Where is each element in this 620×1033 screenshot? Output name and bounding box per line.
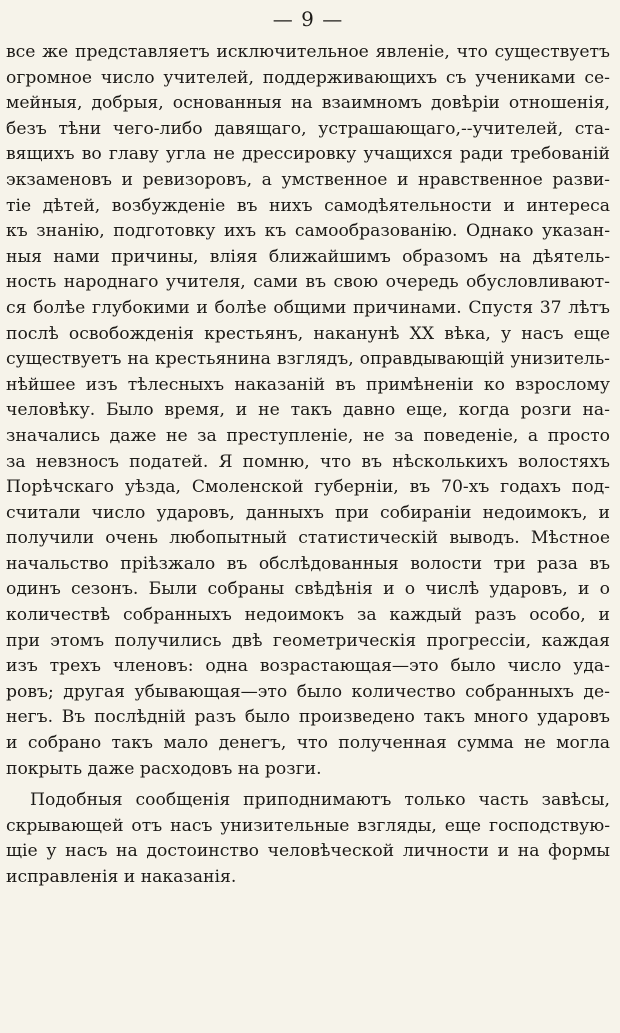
text-line: Подобныя сообщенія приподнимаютъ только часть завѣсы, [30, 790, 610, 811]
text-line: тіе дѣтей, возбужденіе въ нихъ самодѣятельности и интереса [6, 195, 610, 216]
text-line: къ знанію, подготовку ихъ къ самообразованію. Однако указан- [6, 221, 610, 242]
text-line: вящихъ во главу угла не дрессировку учащихся ради требованій [6, 144, 610, 165]
text-line: считали число ударовъ, данныхъ при собираніи недоимокъ, и [6, 502, 610, 523]
text-line: ровъ; другая убывающая—это было количество собранныхъ де- [6, 681, 610, 702]
text-line: все же представляетъ исключительное явленіе, что существуетъ [6, 42, 610, 62]
text-line: негъ. Въ послѣдній разъ было произведено такъ много ударовъ [6, 707, 610, 728]
page-number: — 9 — [272, 7, 344, 31]
text-line: нѣйшее изъ тѣлесныхъ наказаній въ примѣненіи ко взрослому [6, 374, 610, 395]
text-line: щіе у насъ на достоинство человѣческой личности и на формы [6, 841, 610, 862]
text-line: Порѣчскаго уѣзда, Смоленской губерніи, въ 70-хъ годахъ под- [6, 477, 610, 498]
text-line: послѣ освобожденія крестьянъ, наканунѣ XX вѣка, у насъ еще [6, 323, 610, 344]
text-line: значались даже не за преступленіе, не за поведеніе, а просто [6, 425, 610, 446]
text-line: начальство пріѣзжало въ обслѣдованныя волости три раза въ [6, 553, 610, 574]
text-line: ность народнаго учителя, сами въ свою очередь обусловливают- [6, 272, 610, 293]
paragraph [6, 788, 610, 890]
text-line: при этомъ получились двѣ геометрическія прогрессіи, каждая [6, 630, 610, 651]
paragraph [6, 40, 610, 782]
text-line: ныя нами причины, вліяя ближайшимъ образомъ на дѣятель- [6, 246, 610, 267]
text-line: количествѣ собранныхъ недоимокъ за каждый разъ особо, и [6, 605, 610, 626]
text-line: мейныя, добрыя, основанныя на взаимномъ довѣріи отношенія, [6, 93, 610, 114]
text-line: безъ тѣни чего-либо давящаго, устрашающаго,--учителей, ста- [6, 118, 610, 139]
text-line: человѣку. Было время, и не такъ давно еще, когда розги на- [6, 400, 610, 421]
text-line: получили очень любопытный статистическій выводъ. Мѣстное [6, 528, 610, 549]
text-line: за невзносъ податей. Я помню, что въ нѣсколькихъ волостяхъ [6, 451, 610, 472]
text-line: ся болѣе глубокими и болѣе общими причинами. Спустя 37 лѣтъ [6, 297, 610, 318]
text-line: исправленія и наказанія. [6, 867, 237, 887]
body-text [6, 40, 610, 891]
text-line: покрыть даже расходовъ на розги. [6, 758, 322, 779]
text-line: огромное число учителей, поддерживающихъ съ учениками се- [6, 67, 610, 88]
text-line: существуетъ на крестьянина взглядъ, оправдывающій унизитель- [6, 349, 610, 370]
text-line: скрывающей отъ насъ унизительные взгляды, еще господствую- [6, 815, 610, 836]
text-line: изъ трехъ членовъ: одна возрастающая—это было число уда- [6, 656, 610, 677]
text-line: одинъ сезонъ. Были собраны свѣдѣнія и о числѣ ударовъ, и о [6, 579, 610, 600]
text-line: и собрано такъ мало денегъ, что полученная сумма не могла [6, 733, 610, 754]
text-line: экзаменовъ и ревизоровъ, а умственное и нравственное разви- [6, 169, 610, 190]
